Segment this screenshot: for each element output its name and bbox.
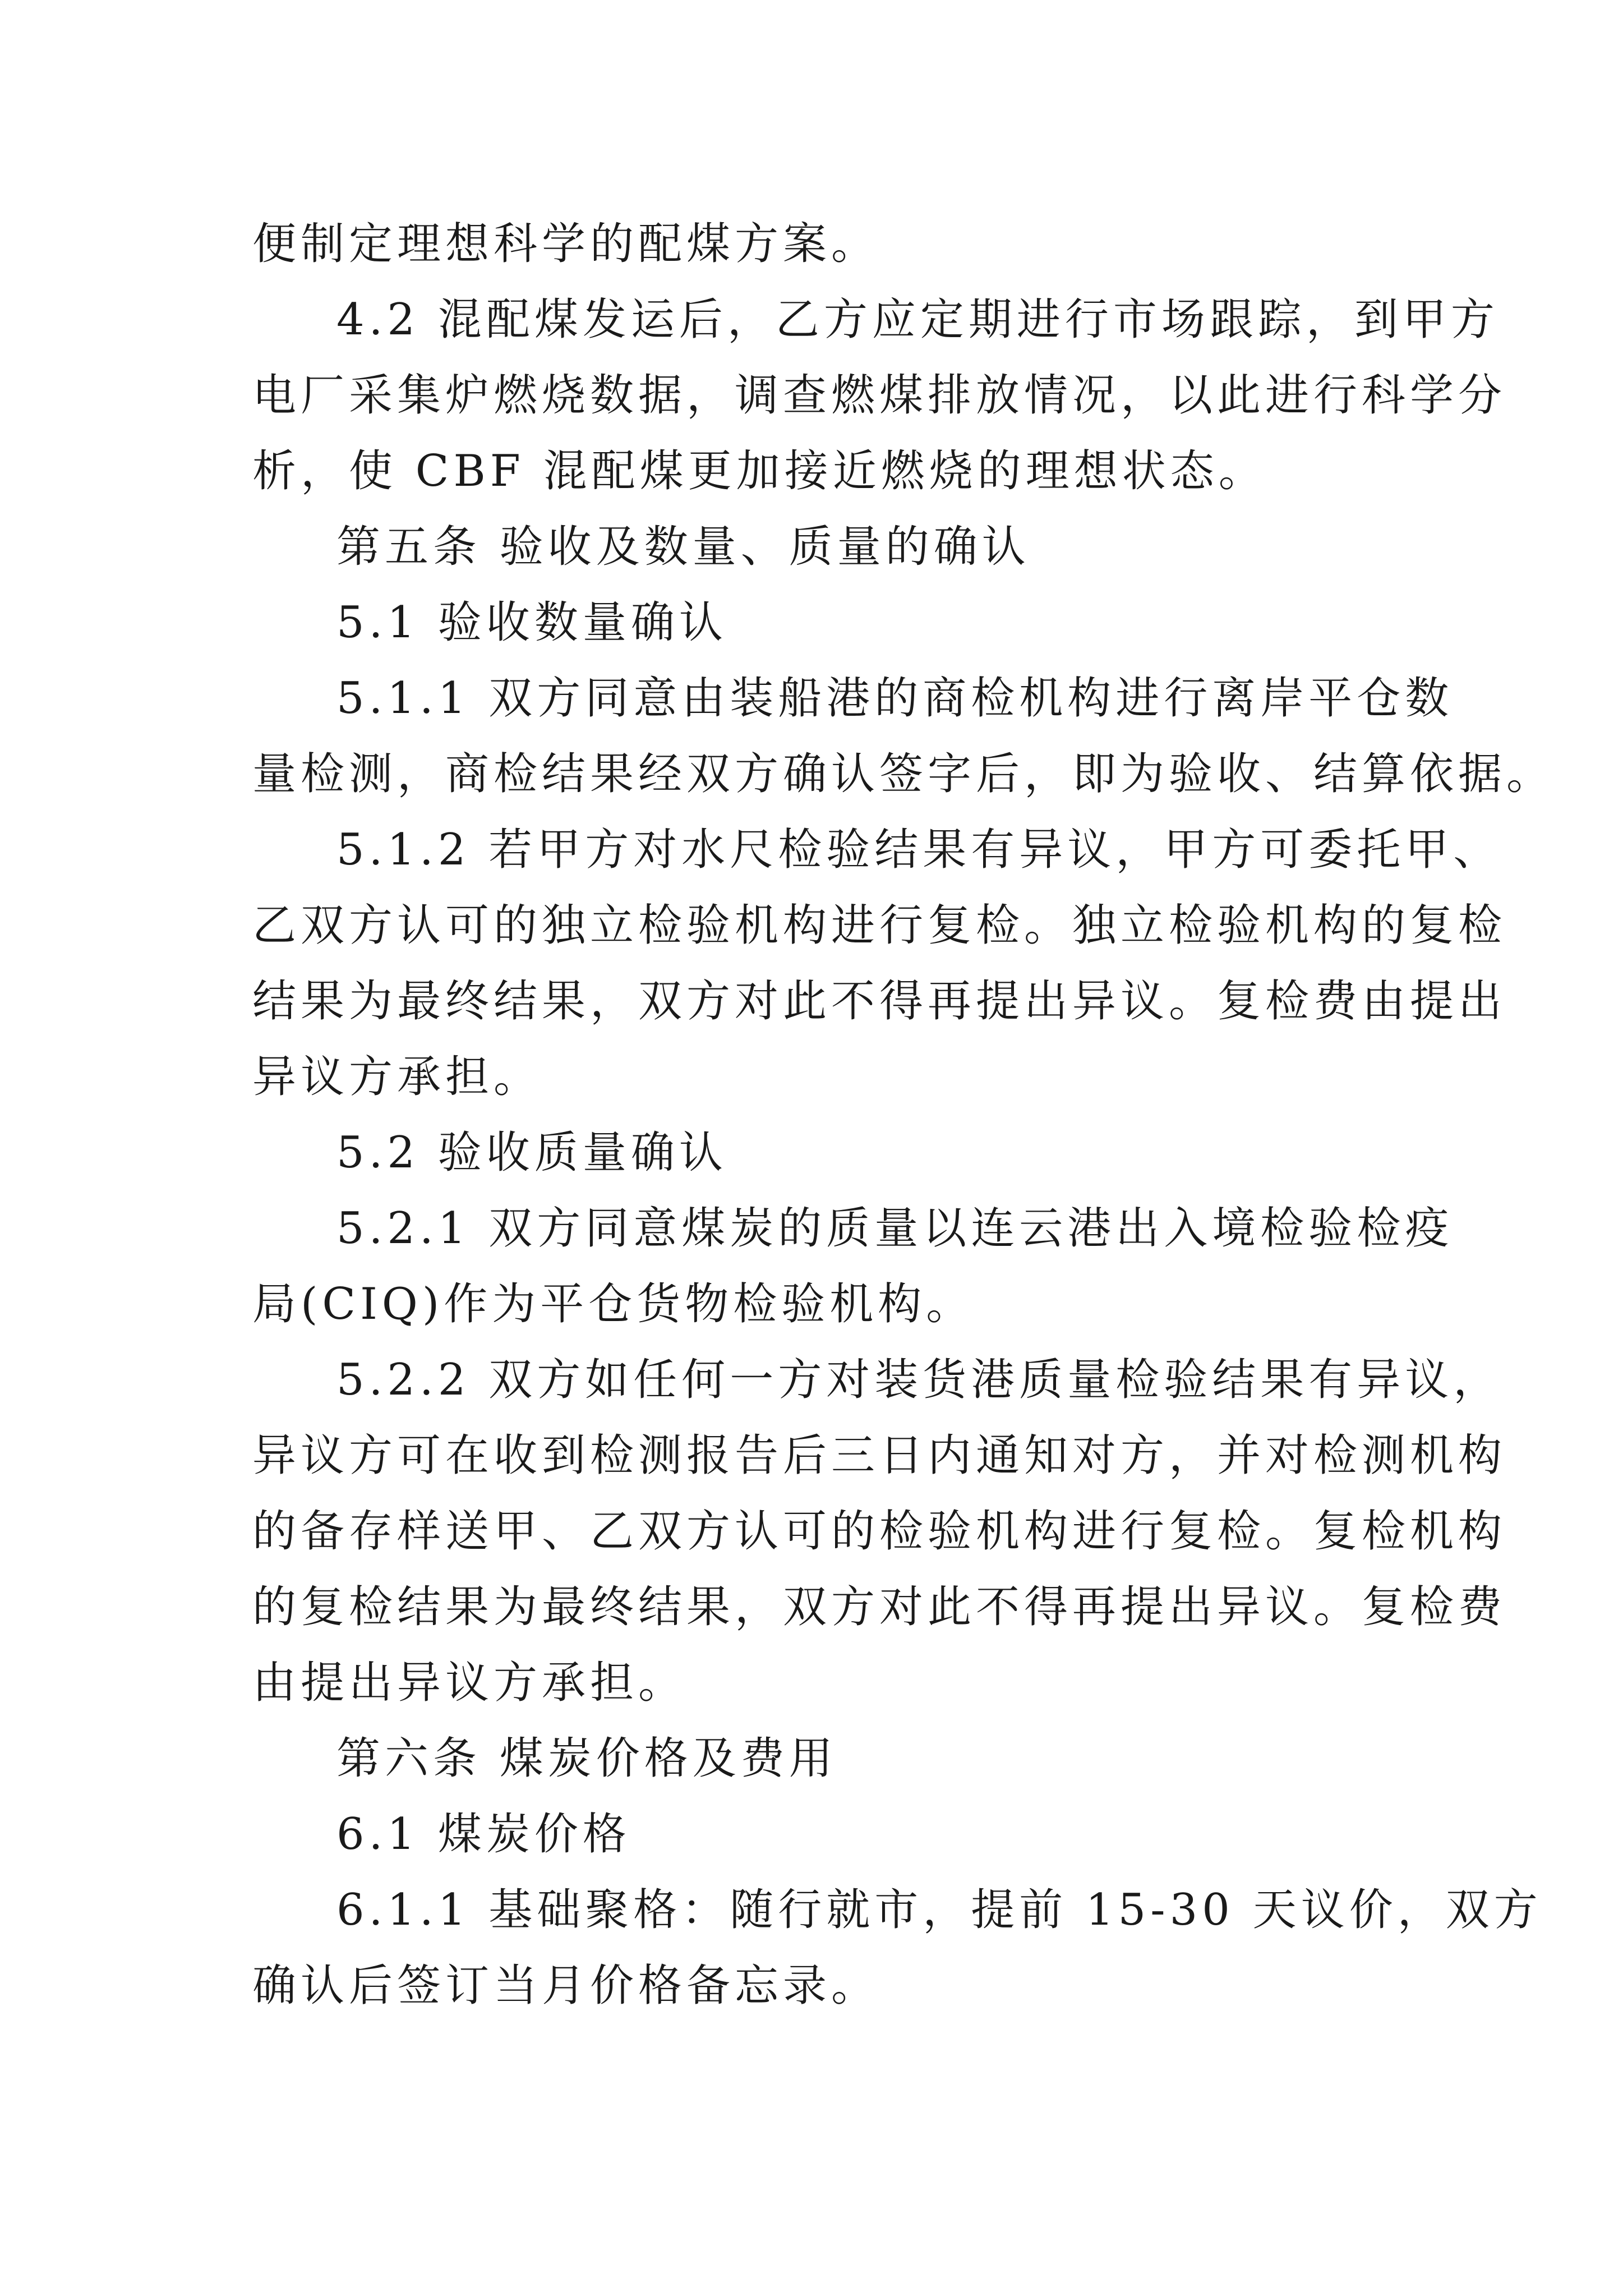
clause-5-2-1-line: 5.2.1 双方同意煤炭的质量以连云港出入境检验检疫: [336, 1203, 1454, 1254]
clause-6-1-1-line: 6.1.1 基础聚格：随行就市，提前 15-30 天议价，双方: [336, 1885, 1542, 1935]
paragraph-line: 的备存样送甲、乙双方认可的检验机构进行复检。复检机构: [252, 1506, 1507, 1557]
paragraph-line: 电厂采集炉燃烧数据，调查燃煤排放情况，以此进行科学分: [252, 370, 1507, 421]
paragraph-line: 乙双方认可的独立检验机构进行复检。独立检验机构的复检: [252, 900, 1507, 951]
paragraph-line: 确认后签订当月价格备忘录。: [252, 1961, 880, 2011]
clause-5-1-1-line: 5.1.1 双方同意由装船港的商检机构进行离岸平仓数: [336, 673, 1454, 724]
paragraph-line: 便制定理想科学的配煤方案。: [252, 219, 880, 269]
article-6-heading: 第六条 煤炭价格及费用: [336, 1733, 837, 1784]
paragraph-line: 的复检结果为最终结果，双方对此不得再提出异议。复检费: [252, 1582, 1507, 1632]
clause-4-2-heading-line: 4.2 混配煤发运后，乙方应定期进行市场跟踪，到甲方: [336, 295, 1499, 345]
paragraph-line: 局(CIQ)作为平仓货物检验机构。: [252, 1279, 975, 1329]
section-6-1-heading: 6.1 煤炭价格: [336, 1809, 631, 1860]
clause-5-2-2-line: 5.2.2 双方如任何一方对装货港质量检验结果有异议，: [336, 1355, 1502, 1405]
paragraph-line: 由提出异议方承担。: [252, 1658, 687, 1708]
paragraph-line: 异议方承担。: [252, 1052, 542, 1102]
paragraph-line: 析，使 CBF 混配煤更加接近燃烧的理想状态。: [252, 446, 1267, 496]
section-5-2-heading: 5.2 验收质量确认: [336, 1128, 727, 1178]
section-5-1-heading: 5.1 验收数量确认: [336, 597, 727, 648]
paragraph-line: 量检测，商检结果经双方确认签字后，即为验收、结算依据。: [252, 749, 1555, 799]
paragraph-line: 异议方可在收到检测报告后三日内通知对方，并对检测机构: [252, 1430, 1507, 1481]
clause-5-1-2-line: 5.1.2 若甲方对水尺检验结果有异议，甲方可委托甲、: [336, 825, 1502, 875]
paragraph-line: 结果为最终结果，双方对此不得再提出异议。复检费由提出: [252, 976, 1507, 1027]
article-5-heading: 第五条 验收及数量、质量的确认: [336, 522, 1030, 572]
